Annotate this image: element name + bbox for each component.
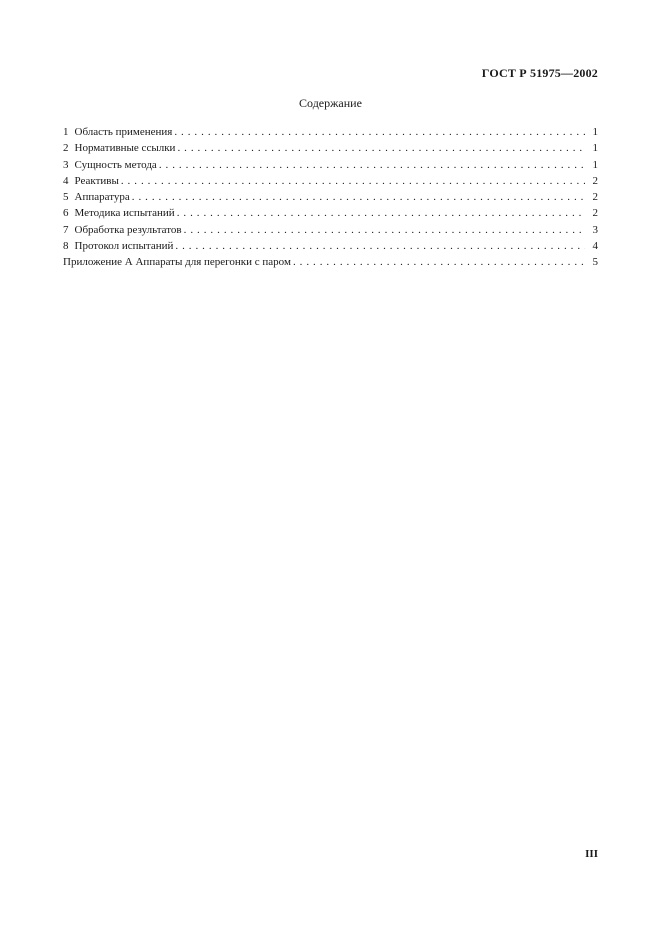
page-number: III — [585, 848, 598, 860]
toc-leader-dots — [177, 205, 585, 221]
toc-entry[interactable] — [63, 222, 598, 238]
toc-entry[interactable] — [63, 124, 598, 140]
toc-entry-number: 1 — [63, 126, 69, 138]
toc-entry[interactable] — [63, 205, 598, 221]
toc-entry-text — [63, 157, 157, 173]
table-of-contents — [63, 124, 598, 271]
toc-entry-appendix[interactable] — [63, 254, 598, 270]
toc-entry-number: 8 — [63, 240, 69, 253]
toc-leader-dots — [184, 222, 585, 238]
toc-entry-page: 2 — [592, 191, 598, 204]
toc-entry[interactable] — [63, 140, 598, 156]
toc-leader-dots — [121, 173, 585, 189]
toc-entry-number: 6 — [63, 207, 69, 220]
toc-entry-text — [63, 140, 175, 156]
toc-entry-label: Область применения — [74, 126, 173, 138]
toc-leader-dots — [175, 238, 585, 254]
toc-entry[interactable] — [63, 157, 598, 173]
toc-entry-text — [63, 189, 130, 205]
toc-entry-page: 2 — [592, 207, 598, 220]
toc-leader-dots — [159, 157, 585, 173]
toc-entry-text — [63, 205, 175, 221]
toc-entry-page: 1 — [592, 158, 598, 171]
toc-leader-dots — [174, 124, 585, 140]
toc-entry-label: Реактивы — [74, 174, 119, 187]
toc-leader-dots — [177, 140, 585, 156]
toc-entry[interactable] — [63, 173, 598, 189]
toc-entry-page: 5 — [592, 256, 598, 269]
toc-entry-page: 4 — [592, 240, 598, 253]
toc-entry-label: Аппаратура — [74, 191, 130, 204]
toc-entry-number: 3 — [63, 158, 69, 171]
document-code: ГОСТ Р 51975—2002 — [481, 66, 598, 80]
toc-entry-text — [63, 254, 291, 270]
toc-leader-dots — [293, 254, 585, 270]
toc-entry-number: 5 — [63, 191, 69, 204]
toc-entry-text — [63, 124, 172, 140]
toc-entry-label: Сущность метода — [74, 158, 157, 171]
toc-entry-label: Обработка результатов — [74, 223, 182, 236]
toc-entry-page: 3 — [592, 223, 598, 236]
toc-entry-label: Нормативные ссылки — [74, 142, 176, 155]
toc-entry-number: 7 — [63, 223, 69, 236]
toc-entry-number: 4 — [63, 174, 69, 187]
toc-entry[interactable] — [63, 238, 598, 254]
toc-entry-label: Протокол испытаний — [74, 240, 174, 253]
toc-entry-text — [63, 238, 173, 254]
toc-entry-number: 2 — [63, 142, 69, 155]
toc-entry-label: Приложение А Аппараты для перегонки с паром — [63, 256, 291, 269]
toc-entry-page: 2 — [592, 174, 598, 187]
toc-entry[interactable] — [63, 189, 598, 205]
toc-leader-dots — [132, 189, 585, 205]
toc-title: Содержание — [299, 96, 362, 110]
toc-entry-text — [63, 222, 182, 238]
toc-entry-page: 1 — [592, 142, 598, 155]
toc-entry-text — [63, 173, 119, 189]
toc-entry-page: 1 — [592, 126, 598, 138]
toc-entry-label: Методика испытаний — [74, 207, 175, 220]
